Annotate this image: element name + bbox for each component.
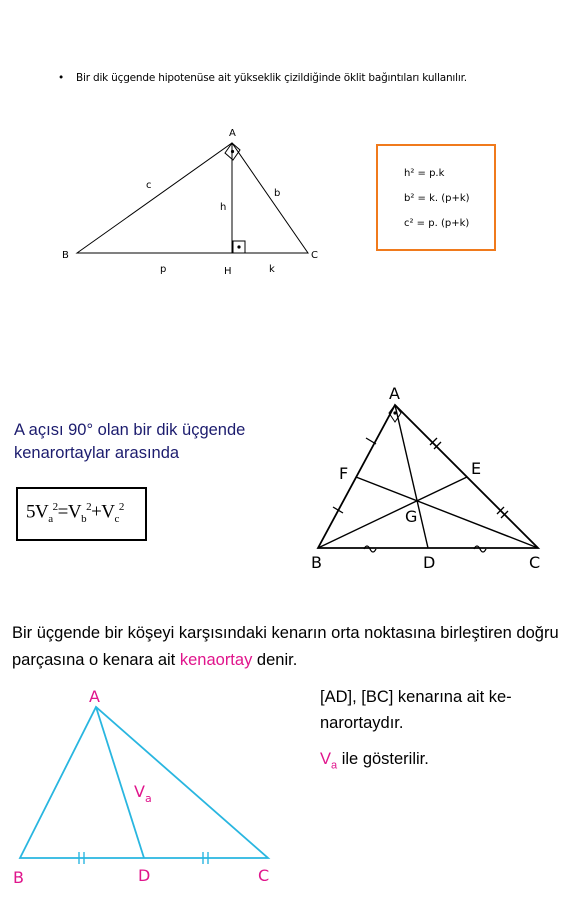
formula-h: h² = p.k bbox=[404, 168, 445, 179]
label-h: h bbox=[220, 202, 227, 213]
label-H: H bbox=[224, 266, 232, 277]
label-A: A bbox=[89, 687, 100, 706]
label-D: D bbox=[423, 553, 436, 572]
euclid-formula-box bbox=[376, 144, 496, 251]
eq-plus: + bbox=[91, 501, 102, 523]
formula-b: b² = k. (p+k) bbox=[404, 193, 470, 204]
label-k: k bbox=[269, 264, 275, 275]
median-section-title bbox=[14, 419, 245, 465]
eq-equals: = bbox=[57, 501, 68, 523]
kenarortay-side-note bbox=[320, 684, 570, 736]
bullet-text: Bir dik üçgende hipotenüse ait yükseklik çizildiğinde öklit bağıntıları kullanılır. bbox=[76, 72, 467, 84]
label-A: A bbox=[229, 128, 236, 139]
euclid-triangle-figure bbox=[62, 128, 318, 277]
label-A: A bbox=[389, 384, 400, 403]
label-V: V bbox=[134, 782, 145, 801]
label-C: C bbox=[311, 250, 318, 261]
va-sub: a bbox=[331, 759, 338, 772]
kenarortay-triangle-figure bbox=[13, 687, 269, 887]
eq-sq2: 2 bbox=[86, 501, 92, 513]
def-part2: denir. bbox=[252, 651, 298, 669]
eq-coef: 5 bbox=[26, 501, 35, 523]
label-B: B bbox=[13, 868, 24, 887]
wave-BD bbox=[364, 546, 376, 552]
median-title-line1: A açısı 90° olan bir dik üçgende bbox=[14, 421, 246, 439]
va-rest: ile gösterilir. bbox=[337, 750, 429, 768]
label-B: B bbox=[62, 250, 69, 261]
formula-c: c² = p. (p+k) bbox=[404, 218, 470, 229]
wave-DC bbox=[474, 546, 486, 552]
label-p: p bbox=[160, 264, 167, 275]
label-c: c bbox=[146, 180, 152, 191]
median-BE bbox=[318, 477, 467, 548]
eq-sub-b: b bbox=[81, 513, 87, 526]
bullet-dot: • bbox=[58, 72, 64, 84]
side-line2: narortaydır. bbox=[320, 714, 404, 732]
right-angle-dot bbox=[393, 411, 396, 414]
label-C: C bbox=[258, 866, 270, 885]
median-AD bbox=[395, 405, 428, 548]
label-C: C bbox=[529, 553, 541, 572]
label-D: D bbox=[138, 866, 151, 885]
median-CF bbox=[356, 477, 538, 548]
eq-sq3: 2 bbox=[118, 501, 124, 513]
def-part1: Bir üçgende bir köşeyi karşısındaki kenarın orta noktasına birleştiren doğru parçasına o kenara ait bbox=[12, 624, 559, 669]
eq-sq1: 2 bbox=[52, 501, 58, 513]
def-highlight: kenaortay bbox=[179, 651, 253, 669]
median-triangle-figure bbox=[311, 384, 540, 572]
median-triangle bbox=[318, 405, 538, 548]
median-equation bbox=[26, 501, 124, 525]
median-title-line2: kenarortaylar arasında bbox=[14, 444, 180, 462]
label-G: G bbox=[405, 507, 418, 526]
right-angle-dot-H bbox=[237, 245, 240, 248]
label-B: B bbox=[311, 553, 322, 572]
eq-V3: V bbox=[101, 501, 115, 523]
kenarortay-definition bbox=[12, 620, 572, 674]
va-V: V bbox=[320, 750, 332, 768]
va-notation bbox=[320, 750, 429, 771]
right-angle-dot-A bbox=[231, 150, 234, 153]
eq-sub-c: c bbox=[114, 513, 119, 526]
label-F: F bbox=[339, 464, 349, 483]
eq-sub-a: a bbox=[48, 513, 53, 526]
label-b: b bbox=[274, 188, 281, 199]
label-Va bbox=[134, 782, 152, 805]
eq-V2: V bbox=[67, 501, 82, 523]
median-equation-box bbox=[16, 487, 147, 541]
eq-V1: V bbox=[35, 501, 49, 523]
side-line1: [AD], [BC] kenarına ait ke- bbox=[320, 688, 512, 706]
tick-AF bbox=[366, 438, 376, 444]
label-E: E bbox=[471, 459, 482, 478]
label-a-sub: a bbox=[144, 792, 152, 805]
